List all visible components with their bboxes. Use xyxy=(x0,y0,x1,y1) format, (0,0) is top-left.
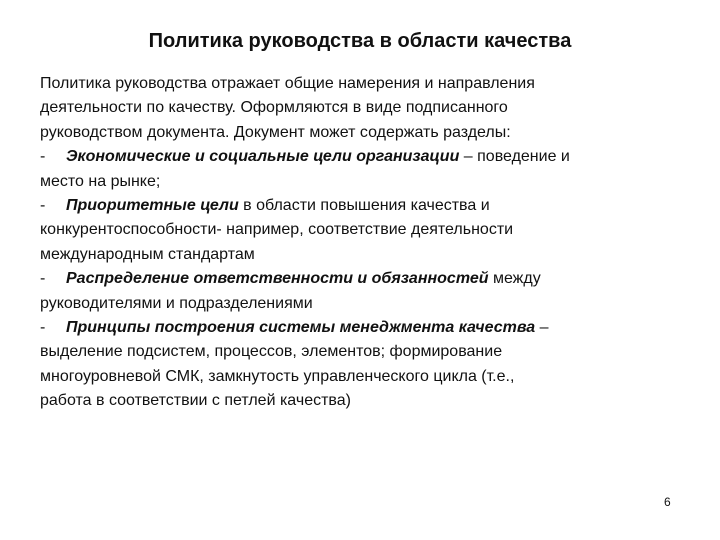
intro-line: Политика руководства отражает общие намерения и направления xyxy=(40,75,535,92)
bullet-dash: - xyxy=(40,270,46,288)
bullet-item-priority-goals xyxy=(40,194,680,218)
bullet-text: в области повышения качества и xyxy=(238,197,490,215)
bullet-continuation: международным стандартам xyxy=(40,245,255,263)
bullet-dash: - xyxy=(40,319,46,337)
bullet-item-qms-principles xyxy=(40,316,680,340)
bullet-continuation: выделение подсистем, процессов, элементов; формирование xyxy=(40,343,503,361)
bullet-continuation: руководителями и подразделениями xyxy=(40,294,313,312)
bullet-item-responsibility xyxy=(40,267,680,291)
bullet-dash: - xyxy=(40,148,46,166)
bullet-emphasis: Экономические и социальные цели организации xyxy=(66,148,460,166)
bullet-text: – xyxy=(535,319,549,337)
bullet-text: – поведение и xyxy=(459,148,570,166)
page-number: 6 xyxy=(664,495,671,509)
bullet-continuation: работа в соответствии с петлей качества) xyxy=(40,392,351,410)
bullet-continuation: место на рынке; xyxy=(40,172,161,190)
bullet-text: между xyxy=(488,270,541,288)
bullet-emphasis: Приоритетные цели xyxy=(66,197,239,215)
intro-line: руководством документа. Документ может содержать разделы: xyxy=(40,123,511,141)
bullet-continuation: многоуровневой СМК, замкнутость управленческого цикла (т.е., xyxy=(40,367,515,385)
slide-body xyxy=(40,72,680,414)
intro-line: деятельности по качеству. Оформляются в виде подписанного xyxy=(40,99,508,117)
bullet-continuation: конкурентоспособности- например, соответствие деятельности xyxy=(40,221,514,239)
bullet-dash: - xyxy=(40,197,46,215)
bullet-item-economic-goals xyxy=(40,145,680,169)
bullet-emphasis: Принципы построения системы менеджмента качества xyxy=(66,319,536,337)
bullet-emphasis: Распределение ответственности и обязанностей xyxy=(66,270,489,288)
slide-title: Политика руководства в области качества xyxy=(148,30,572,52)
